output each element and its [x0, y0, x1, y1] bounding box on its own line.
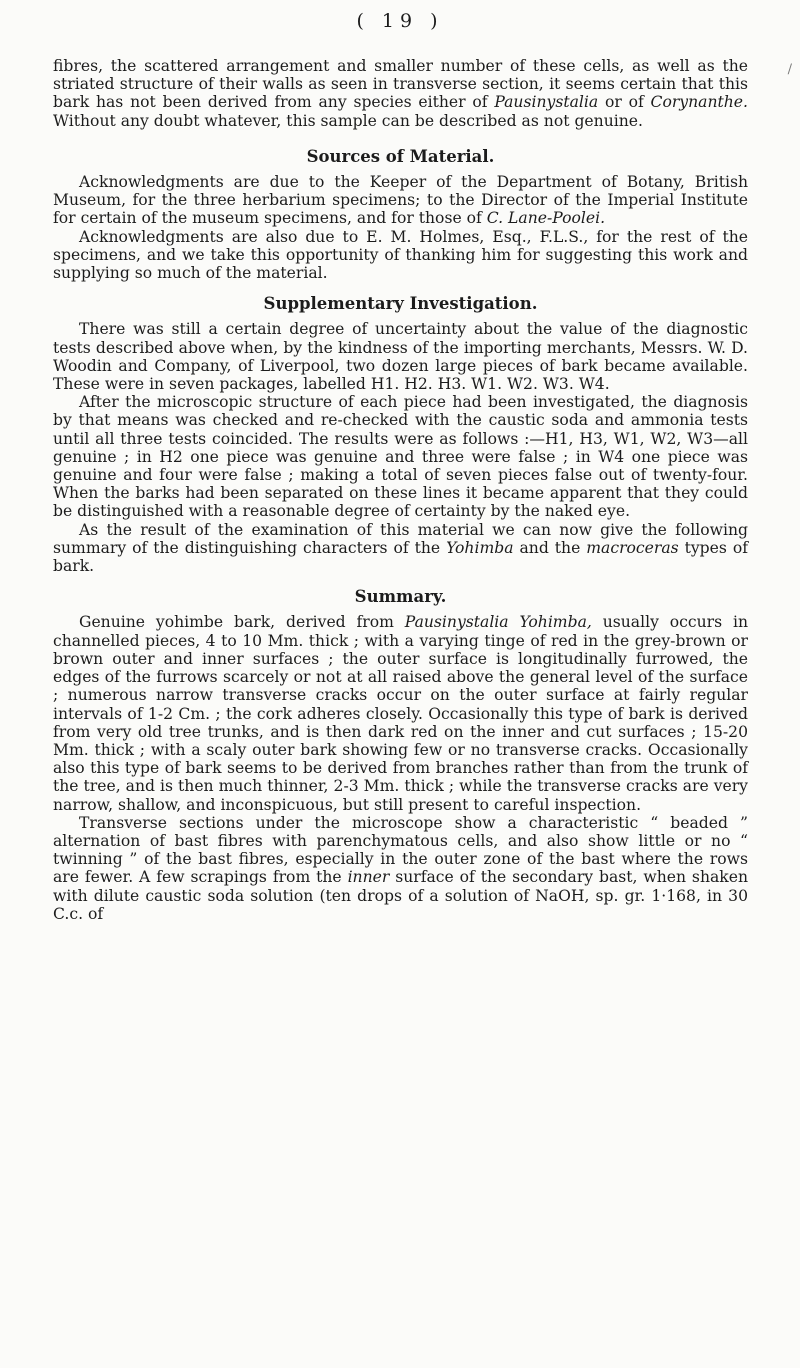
supplementary-paragraph-3: As the result of the examination of this material we can now give the following summary of the distinguishing characters of the Yohimba and the macroceras types of bark. [53, 520, 748, 576]
summary-paragraph-1: Genuine yohimbe bark, derived from Pausinystalia Yohimba, usually occurs in channelled pieces, 4 to 10 Mm. thick ; with a varying tinge of red in the grey-brown or brown outer and inner surfaces ; the outer surface is longitudinally furrowed, the edges of the furrows scarcely or not at all raised above the general level of the surface ; numerous narrow transverse cracks occur on the outer surface at fairly regular intervals of 1-2 Cm. ; the cork adheres closely. Occasionally this type of bark is derived from very old tree trunks, and is then dark red on the inner and cut surfaces ; 15-20 Mm. thick ; with a scaly outer bark showing few or no transverse cracks. Occasionally also this type of bark seems to be derived from branches rather than from the trunk of the tree, and is then much thinner, 2-3 Mm. thick ; while the transverse cracks are very narrow, shallow, and inconspicuous, but still present to careful inspection. [53, 613, 748, 814]
summary-paragraph-2: Transverse sections under the microscope show a characteristic “ beaded ” alternation of bast fibres with parenchymatous cells, and also show little or no “ twinning ” of the bast fibres, especially in the outer zone of the bast where the rows are fewer. A few scrapings from the inner surface of the secondary bast, when shaken with dilute caustic soda solution (ten drops of a solution of NaOH, sp. gr. 1·168, in 30 C.c. of [53, 813, 748, 923]
supplementary-paragraph-1: There was still a certain degree of uncertainty about the value of the diagnostic tests described above when, by the kindness of the importing merchants, Messrs. W. D. Woodin and Company, of Liverpool, two dozen large pieces of bark became available. These were in seven packages, labelled H1. H2. H3. W1. W2. W3. W4. [53, 320, 748, 394]
intro-paragraph: fibres, the scattered arrangement and smaller number of these cells, as well as the striated structure of their walls as seen in transverse section, it seems certain that this bark has not been derived from any species either of Pausinystalia or of Corynanthe. Without any doubt whatever, this sample can be described as not genuine. [53, 57, 748, 130]
heading-summary: Summary. [354, 587, 447, 607]
corner-mark: / [787, 62, 792, 77]
page-number: ( 19 ) [356, 10, 444, 32]
heading-supplementary: Supplementary Investigation. [263, 294, 538, 314]
heading-sources: Sources of Material. [306, 146, 495, 166]
sources-paragraph-1: Acknowledgments are due to the Keeper of the Department of Botany, British Museum, for the three herbarium specimens; to the Director of the Imperial Institute for certain of the museum specimens, and for those of C. Lane-Poolei. [53, 173, 748, 228]
body-text [53, 57, 748, 923]
sources-paragraph-2: Acknowledgments are also due to E. M. Holmes, Esq., F.L.S., for the rest of the specimens, and we take this opportunity of thanking him for suggesting this work and supplying so much of the material. [53, 227, 748, 283]
supplementary-paragraph-2: After the microscopic structure of each piece had been investigated, the diagnosis by that means was checked and re-checked with the caustic soda and ammonia tests until all three tests coincided. The results were as follows :—H1, H3, W1, W2, W3—all genuine ; in H2 one piece was genuine and three were false ; in W4 one piece was genuine and four were false ; making a total of seven pieces false out of twenty-four. When the barks had been separated on these lines it became apparent that they could be distinguished with a reasonable degree of certainty by the naked eye. [53, 393, 748, 521]
